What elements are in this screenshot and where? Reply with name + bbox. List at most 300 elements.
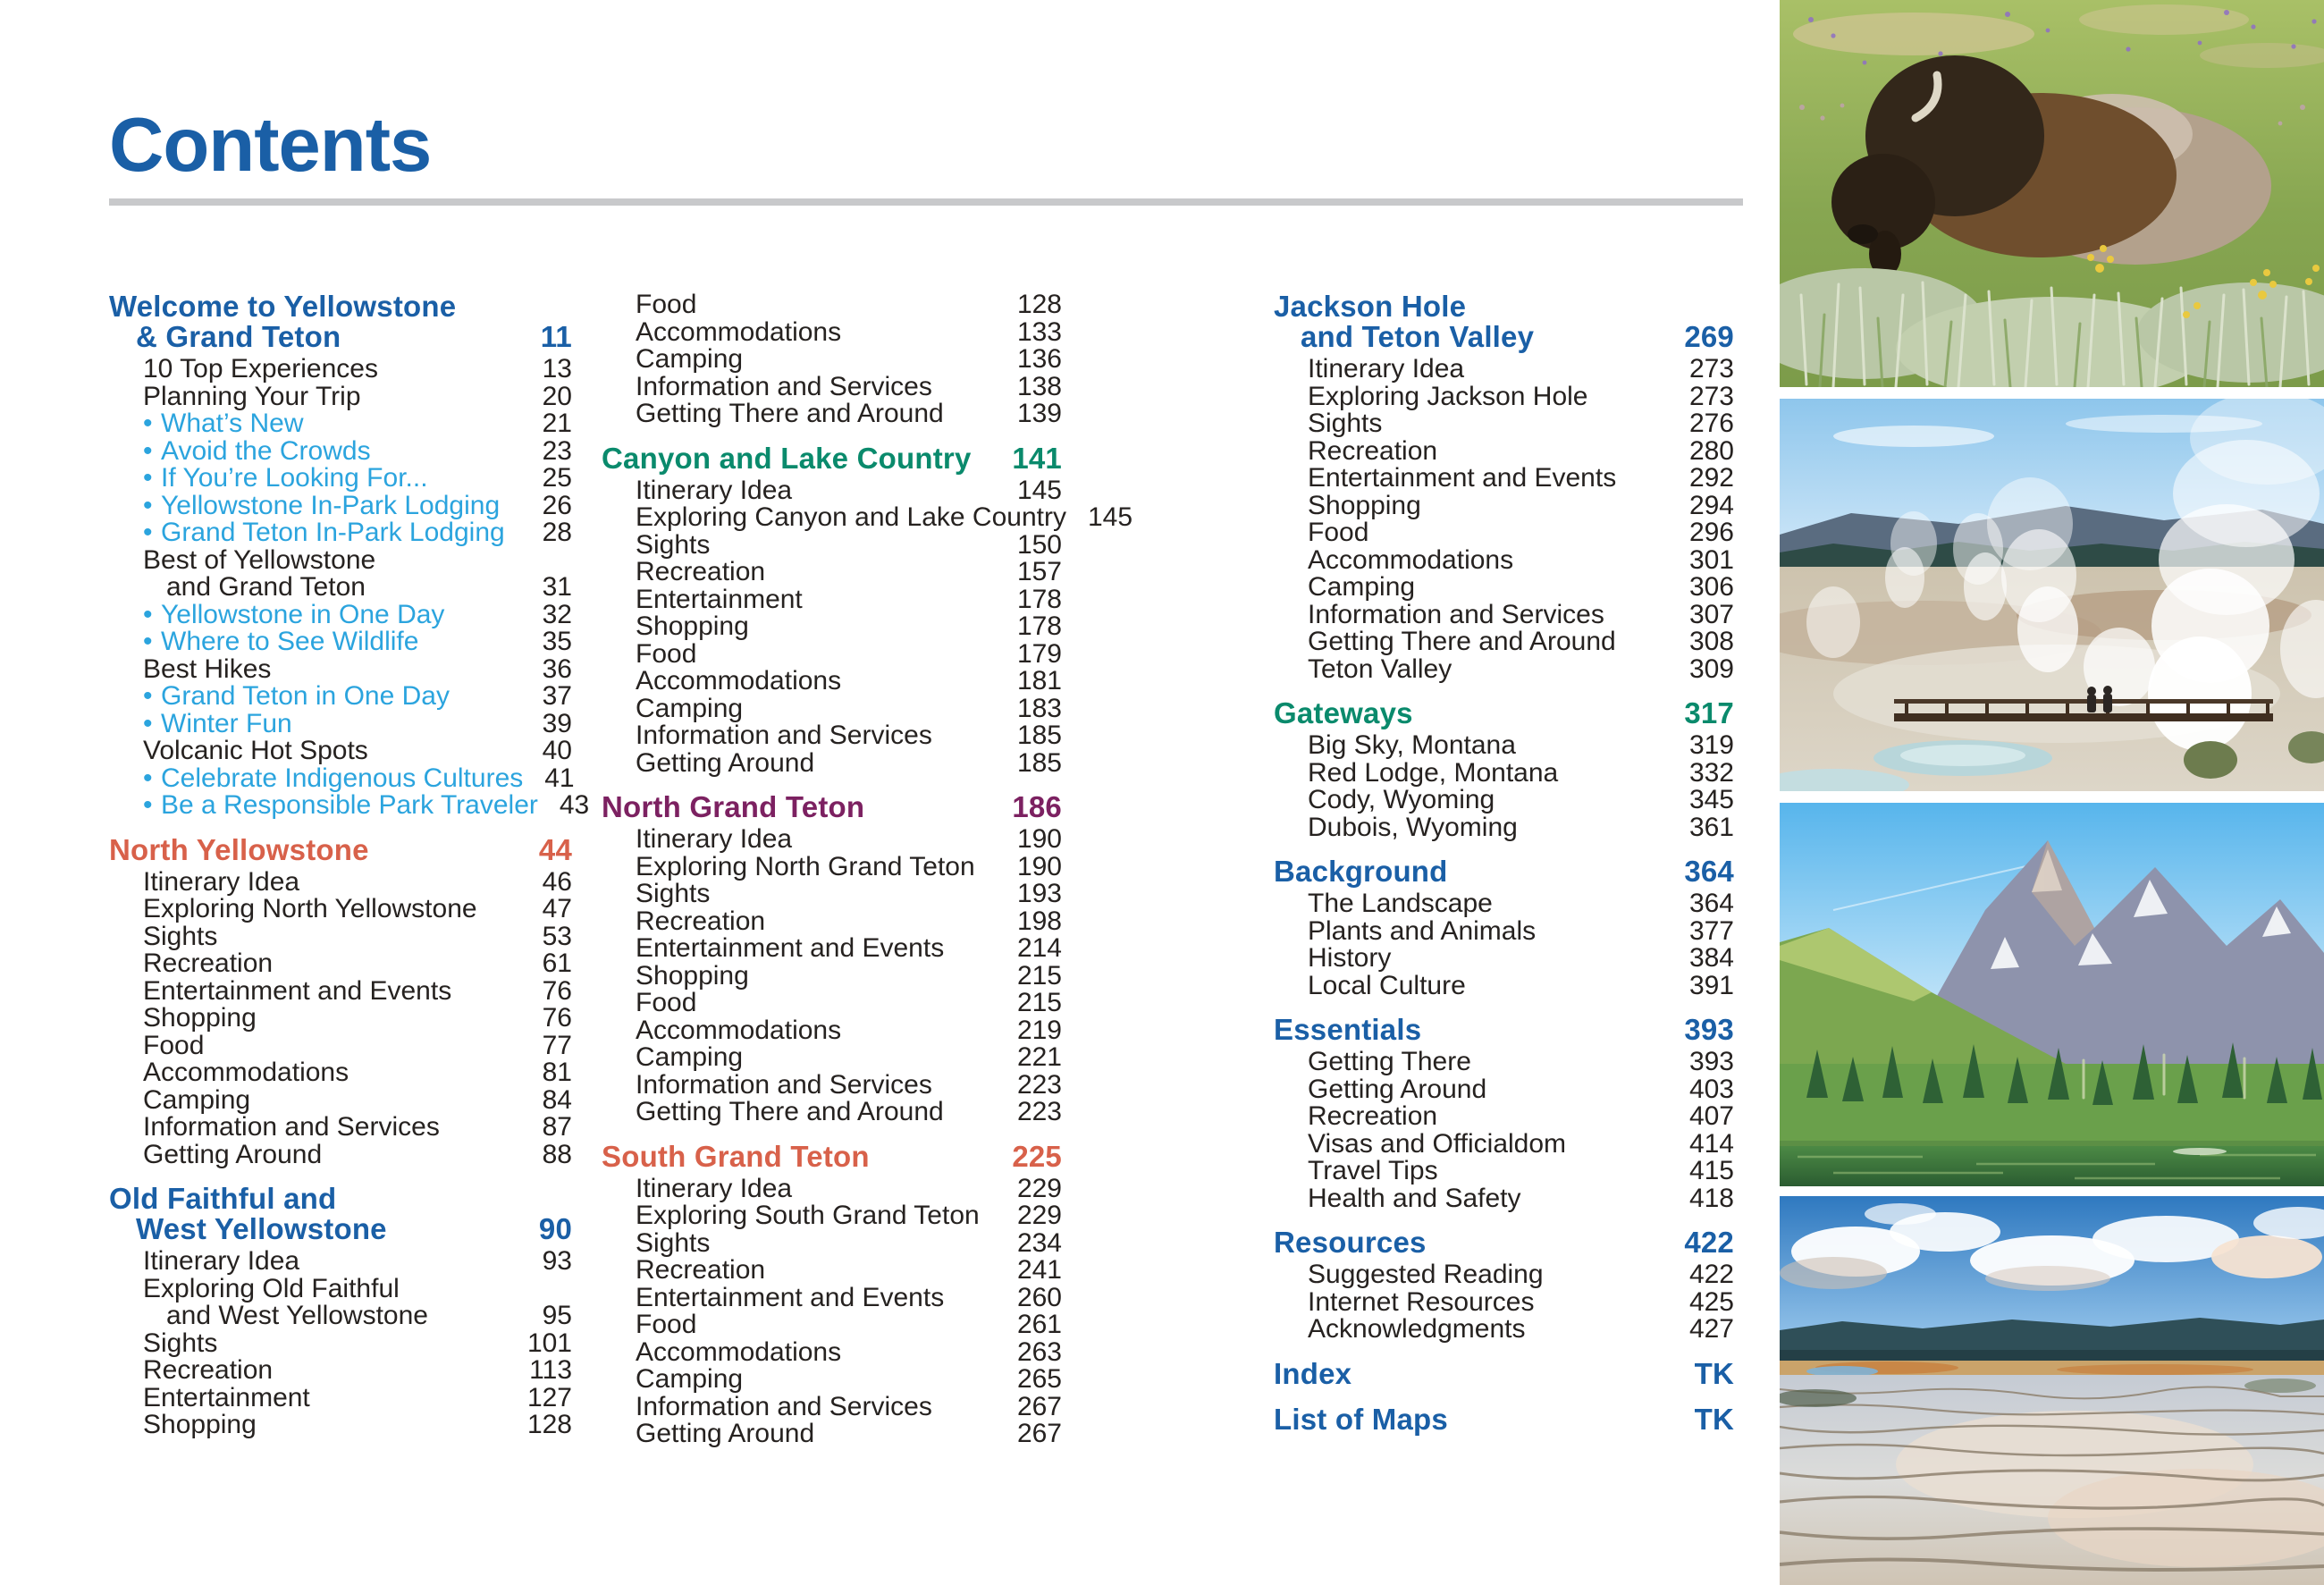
page-number: 23 [542, 435, 572, 466]
toc-label: If You’re Looking For... [161, 463, 428, 493]
page-number: 185 [1016, 721, 1062, 750]
toc-line [1274, 322, 1734, 352]
toc-line [109, 653, 572, 684]
page-number: 37 [542, 681, 572, 711]
toc-entry [602, 1017, 1062, 1045]
page-number: 263 [1016, 1336, 1062, 1367]
toc-label: Volcanic Hot Spots [143, 736, 368, 765]
toc-line [109, 356, 572, 384]
toc-entry [602, 291, 1062, 319]
toc-entry [1274, 1076, 1734, 1104]
page-number: 306 [1688, 572, 1734, 602]
toc-label: Sights [636, 879, 711, 908]
photo-thermal-flats-cloud-reflections [1780, 1196, 2324, 1585]
page-number: 84 [542, 1084, 572, 1115]
lake [1780, 1146, 2324, 1186]
toc-entry [1274, 970, 1734, 1000]
toc-label: Plants and Animals [1308, 915, 1537, 946]
toc-label: Information and Services [143, 1112, 440, 1142]
page-number: 221 [1016, 1042, 1062, 1072]
toc-line [602, 990, 1062, 1017]
page-number: 377 [1688, 915, 1734, 946]
toc-entry [109, 1005, 572, 1033]
toc-line [1274, 1076, 1734, 1104]
toc-entry [1274, 628, 1734, 656]
toc-entry [602, 1069, 1062, 1100]
toc-line [109, 1030, 572, 1060]
toc-entry [109, 291, 572, 352]
toc-column-2 [602, 290, 1133, 1448]
toc-label: Information and Services [636, 1391, 932, 1421]
toc-entry [109, 866, 572, 897]
forest-ridge [1780, 1318, 2324, 1353]
toc-label: History [1308, 943, 1392, 973]
toc-label: Getting Around [143, 1139, 323, 1169]
toc-label: and West Yellowstone [166, 1301, 428, 1330]
toc-label: Accommodations [1308, 544, 1514, 575]
photo-teton-peaks-forest-lake [1780, 803, 2324, 1186]
page-number: 178 [1016, 611, 1062, 641]
page-number: 141 [1012, 441, 1062, 475]
page-number: 127 [526, 1382, 572, 1412]
toc-label: Celebrate Indigenous Cultures [161, 763, 524, 793]
page-number: 179 [1016, 638, 1062, 669]
page-number: 214 [1016, 933, 1062, 963]
toc-line [1274, 1185, 1734, 1213]
toc-entry [109, 1330, 572, 1358]
page-number: 90 [538, 1212, 572, 1245]
toc-line [602, 291, 1062, 319]
toc-line [602, 502, 1133, 532]
toc-label: Camping [636, 1364, 744, 1394]
toc-line [602, 586, 1062, 614]
toc-entry [109, 1139, 572, 1169]
toc-line [109, 465, 572, 493]
page-number: 261 [1016, 1310, 1062, 1339]
toc-entry [1274, 519, 1734, 547]
toc-line [602, 1311, 1062, 1339]
page-number: 294 [1688, 490, 1734, 520]
toc-label: Shopping [636, 960, 749, 991]
page-number: 193 [1016, 879, 1062, 908]
page-number: 87 [542, 1112, 572, 1142]
toc-line [109, 1184, 572, 1214]
toc-line [1274, 381, 1734, 411]
toc-entry [109, 790, 590, 820]
toc-entry [602, 1257, 1062, 1285]
toc-entry [109, 1114, 572, 1142]
toc-entry [602, 1173, 1062, 1203]
toc-entry [602, 1366, 1062, 1394]
toc-line [1274, 356, 1734, 384]
toc-label: Background [1274, 855, 1448, 888]
toc-label: Gateways [1274, 696, 1413, 729]
toc-line [109, 544, 572, 575]
toc-line [1274, 653, 1734, 684]
toc-label: Suggested Reading [1308, 1260, 1544, 1289]
toc-label: Jackson Hole [1274, 290, 1467, 323]
bullet-icon: • [143, 790, 153, 820]
toc-entry [109, 628, 572, 656]
toc-line [1274, 1128, 1734, 1159]
toc-label: & Grand Teton [136, 320, 341, 353]
toc-entry [1274, 814, 1734, 842]
toc-line [109, 1303, 572, 1330]
photo-bison-sagebrush-meadow [1780, 0, 2324, 387]
toc-line [109, 1357, 572, 1385]
toc-label: Entertainment and Events [1308, 463, 1617, 493]
toc-entry [109, 763, 575, 793]
toc-entry [602, 1099, 1062, 1126]
toc-label: Health and Safety [1308, 1183, 1521, 1213]
toc-entry [1274, 1356, 1734, 1390]
toc-entry [602, 559, 1062, 586]
toc-line [602, 346, 1062, 374]
toc-line [602, 638, 1062, 669]
toc-line [602, 1336, 1062, 1367]
page-number: 384 [1688, 943, 1734, 973]
toc-label: Recreation [636, 906, 766, 936]
toc-line [109, 950, 572, 978]
toc-line [1274, 574, 1734, 602]
toc-line [602, 693, 1062, 723]
page-number: 319 [1688, 730, 1734, 760]
toc-entry [109, 490, 572, 520]
toc-entry [602, 1044, 1062, 1072]
toc-label: Exploring Old Faithful [143, 1273, 400, 1303]
toc-line [109, 1330, 572, 1358]
page-number: 292 [1688, 463, 1734, 493]
page-number: 418 [1688, 1183, 1734, 1213]
mountain-photo-illustration [1780, 803, 2324, 1186]
toc-line [602, 1044, 1062, 1072]
toc-line [602, 1202, 1062, 1230]
page-number: 185 [1016, 747, 1062, 778]
page-number: 229 [1016, 1201, 1062, 1230]
toc-label: Dubois, Wyoming [1308, 812, 1518, 842]
page-number: 414 [1688, 1128, 1734, 1159]
toc-entry [1274, 1103, 1734, 1131]
page-number: 225 [1012, 1139, 1062, 1173]
toc-line [109, 322, 572, 352]
toc-label: Accommodations [636, 1015, 842, 1045]
toc-label: Best Hikes [143, 653, 272, 684]
page-number: 44 [538, 832, 572, 866]
toc-entry [602, 400, 1062, 428]
page-number: 47 [542, 894, 572, 923]
toc-line [1274, 1227, 1734, 1258]
geyser-basin-photo-illustration [1780, 399, 2324, 791]
toc-label: Accommodations [636, 666, 842, 696]
page-number: 95 [542, 1301, 572, 1330]
toc-label: Camping [143, 1084, 251, 1115]
toc-entry [109, 356, 572, 384]
toc-entry [1274, 856, 1734, 887]
toc-label: Information and Services [636, 1069, 932, 1100]
toc-label: Camping [1308, 572, 1416, 602]
page-number: 345 [1688, 785, 1734, 814]
page-number: 427 [1688, 1314, 1734, 1344]
toc-entry [1274, 599, 1734, 629]
page-number: 178 [1016, 584, 1062, 614]
toc-entry [602, 1336, 1062, 1367]
toc-label: Food [636, 988, 697, 1017]
page-number: 28 [542, 518, 572, 547]
toc-entry [602, 747, 1062, 778]
page-number: 215 [1016, 960, 1062, 991]
toc-entry [602, 613, 1062, 641]
shrub [2184, 741, 2237, 779]
toc-label: Be a Responsible Park Traveler [161, 790, 538, 820]
toc-label: Exploring Canyon and Lake Country [636, 502, 1066, 532]
page-number: 133 [1016, 316, 1062, 347]
toc-entry [109, 653, 572, 684]
page-number: 234 [1016, 1227, 1062, 1258]
toc-line [1274, 291, 1734, 322]
toc-label: Red Lodge, Montana [1308, 757, 1559, 788]
page-number: 81 [542, 1058, 572, 1087]
toc-label: Exploring Jackson Hole [1308, 381, 1588, 411]
page-number: 157 [1016, 557, 1062, 586]
toc-entry [602, 477, 1062, 505]
toc-entry [109, 1059, 572, 1087]
toc-line [1274, 1404, 1734, 1435]
page-number: 190 [1016, 824, 1062, 854]
bullet-icon: • [143, 409, 153, 438]
toc-label: Getting There and Around [636, 399, 944, 428]
toc-line [602, 1139, 1062, 1173]
page-number: 267 [1016, 1419, 1062, 1448]
page-number: 13 [542, 354, 572, 384]
toc-label: Getting Around [1308, 1074, 1487, 1104]
toc-entry [1274, 1286, 1734, 1317]
toc-line [109, 738, 572, 765]
toc-entry [602, 1202, 1062, 1230]
toc-line [109, 1084, 572, 1115]
toc-entry [109, 1030, 572, 1060]
toc-line [1274, 1049, 1734, 1076]
page-number: 308 [1688, 627, 1734, 656]
toc-line [602, 668, 1062, 696]
toc-label: Cody, Wyoming [1308, 785, 1495, 814]
page-number: 93 [542, 1246, 572, 1276]
toc-entry [1274, 1015, 1734, 1045]
page-number: 415 [1688, 1156, 1734, 1185]
toc-label: Information and Services [636, 371, 932, 401]
page-number: 393 [1688, 1047, 1734, 1076]
toc-label: Camping [636, 693, 744, 723]
toc-entry [1274, 1128, 1734, 1159]
toc-entry [602, 586, 1062, 614]
toc-line [109, 599, 572, 629]
toc-label: Getting Around [636, 747, 815, 778]
page-number: 186 [1012, 790, 1062, 823]
bullet-icon: • [143, 599, 153, 629]
page-number: 364 [1684, 855, 1734, 888]
toc-label: Shopping [143, 1410, 257, 1439]
toc-entry [1274, 410, 1734, 438]
toc-label: Accommodations [636, 1336, 842, 1367]
toc-label: Entertainment and Events [143, 975, 452, 1006]
toc-label: Accommodations [636, 316, 842, 347]
page-number: 361 [1688, 812, 1734, 842]
toc-line [1274, 787, 1734, 814]
toc-label: Yellowstone In-Park Lodging [161, 490, 501, 520]
toc-entry [602, 1227, 1062, 1258]
toc-label: Recreation [1308, 1101, 1438, 1131]
toc-line [109, 574, 572, 602]
toc-line [1274, 1286, 1734, 1317]
toc-entry [602, 908, 1062, 936]
toc-entry [1274, 291, 1734, 352]
toc-line [602, 1421, 1062, 1448]
toc-line [109, 291, 572, 322]
toc-label: Itinerary Idea [636, 1173, 793, 1203]
toc-label: Old Faithful and [109, 1182, 337, 1215]
toc-entry [109, 519, 572, 547]
toc-line [109, 1412, 572, 1439]
toc-label: Resources [1274, 1226, 1427, 1259]
page-number: 39 [542, 708, 572, 738]
toc-label: Sights [143, 1328, 218, 1358]
toc-entry [109, 683, 572, 711]
toc-label: Information and Services [1308, 599, 1604, 629]
toc-label: Food [143, 1030, 205, 1060]
toc-label: Getting There and Around [1308, 627, 1616, 656]
page-number: 88 [542, 1139, 572, 1169]
page-number: 40 [542, 736, 572, 765]
page-number: 26 [542, 490, 572, 520]
toc-line [1274, 970, 1734, 1000]
toc-line [109, 1273, 572, 1303]
toc-entry [1274, 1261, 1734, 1289]
toc-entry [1274, 653, 1734, 684]
page-number: 393 [1684, 1013, 1734, 1046]
toc-line [1274, 915, 1734, 946]
toc-label: and Grand Teton [166, 572, 366, 602]
toc-line [109, 410, 572, 438]
toc-line [1274, 490, 1734, 520]
toc-line [109, 1139, 572, 1169]
toc-label: Visas and Officialdom [1308, 1128, 1567, 1159]
toc-line [109, 628, 572, 656]
toc-entry [602, 722, 1062, 750]
toc-label: North Grand Teton [602, 790, 865, 823]
toc-label: Canyon and Lake Country [602, 441, 972, 475]
toc-entry [109, 599, 572, 629]
toc-label: Food [1308, 518, 1369, 547]
page-number: 21 [542, 409, 572, 438]
toc-label: List of Maps [1274, 1402, 1448, 1436]
toc-line [602, 400, 1062, 428]
page-number: 422 [1684, 1226, 1734, 1259]
page-number: 145 [1016, 475, 1062, 505]
toc-label: Shopping [1308, 490, 1421, 520]
toc-entry [109, 975, 572, 1006]
toc-line [1274, 628, 1734, 656]
page-number: 139 [1016, 399, 1062, 428]
toc-column-3 [1274, 291, 1734, 1438]
toc-entry [1274, 1316, 1734, 1344]
toc-entry [1274, 890, 1734, 918]
page-number: 25 [542, 463, 572, 493]
toc-entry [602, 881, 1062, 908]
toc-entry [109, 1248, 572, 1276]
toc-label: Planning Your Trip [143, 381, 361, 411]
bullet-icon: • [143, 435, 153, 466]
toc-line [1274, 1015, 1734, 1045]
toc-line [602, 881, 1062, 908]
toc-label: Grand Teton In-Park Lodging [161, 518, 505, 547]
toc-label: Information and Services [636, 721, 932, 750]
page-title: Contents [109, 103, 432, 188]
toc-line [1274, 465, 1734, 493]
toc-label: Internet Resources [1308, 1286, 1535, 1317]
toc-label: Avoid the Crowds [161, 435, 371, 466]
toc-entry [109, 950, 572, 978]
toc-line [602, 1257, 1062, 1285]
toc-entry [1274, 732, 1734, 760]
toc-line [109, 832, 572, 866]
page-number: 403 [1688, 1074, 1734, 1104]
toc-line [602, 529, 1062, 560]
toc-line [1274, 732, 1734, 760]
toc-label: Recreation [143, 948, 274, 978]
toc-line [1274, 435, 1734, 466]
toc-line [109, 1214, 572, 1244]
toc-entry [109, 1382, 572, 1412]
toc-label: Getting Around [636, 1419, 815, 1448]
page-number: 280 [1688, 435, 1734, 466]
toc-line [602, 477, 1062, 505]
title-rule [109, 198, 1743, 206]
toc-label: and Teton Valley [1301, 320, 1535, 353]
page-number: 138 [1016, 371, 1062, 401]
toc-line [602, 908, 1062, 936]
toc-label: Food [636, 290, 697, 319]
toc-entry [602, 1391, 1062, 1421]
toc-label: Index [1274, 1356, 1352, 1390]
bullet-icon: • [143, 681, 153, 711]
page-number: 307 [1688, 599, 1734, 629]
toc-label: Teton Valley [1308, 653, 1452, 684]
toc-entry [602, 1311, 1062, 1339]
toc-line [1274, 519, 1734, 547]
toc-line [109, 763, 575, 793]
toc-line [602, 1017, 1062, 1045]
toc-entry [109, 410, 572, 438]
toc-label: Sights [636, 529, 711, 560]
page-number: 229 [1016, 1173, 1062, 1203]
toc-line [1274, 1261, 1734, 1289]
page-number: 150 [1016, 529, 1062, 560]
page-number: 198 [1016, 906, 1062, 936]
page-number: 35 [542, 627, 572, 656]
toc-line [109, 896, 572, 923]
toc-label: Where to See Wildlife [161, 627, 419, 656]
toc-line [1274, 856, 1734, 887]
toc-line [1274, 544, 1734, 575]
toc-label: Camping [636, 1042, 744, 1072]
page-number: 145 [1087, 502, 1133, 532]
toc-entry [109, 1412, 572, 1439]
toc-line [109, 790, 590, 820]
toc-label: Best of Yellowstone [143, 544, 376, 575]
toc-line [109, 683, 572, 711]
page-number: 219 [1016, 1015, 1062, 1045]
toc-line [602, 792, 1062, 822]
toc-label: Itinerary Idea [636, 824, 793, 854]
